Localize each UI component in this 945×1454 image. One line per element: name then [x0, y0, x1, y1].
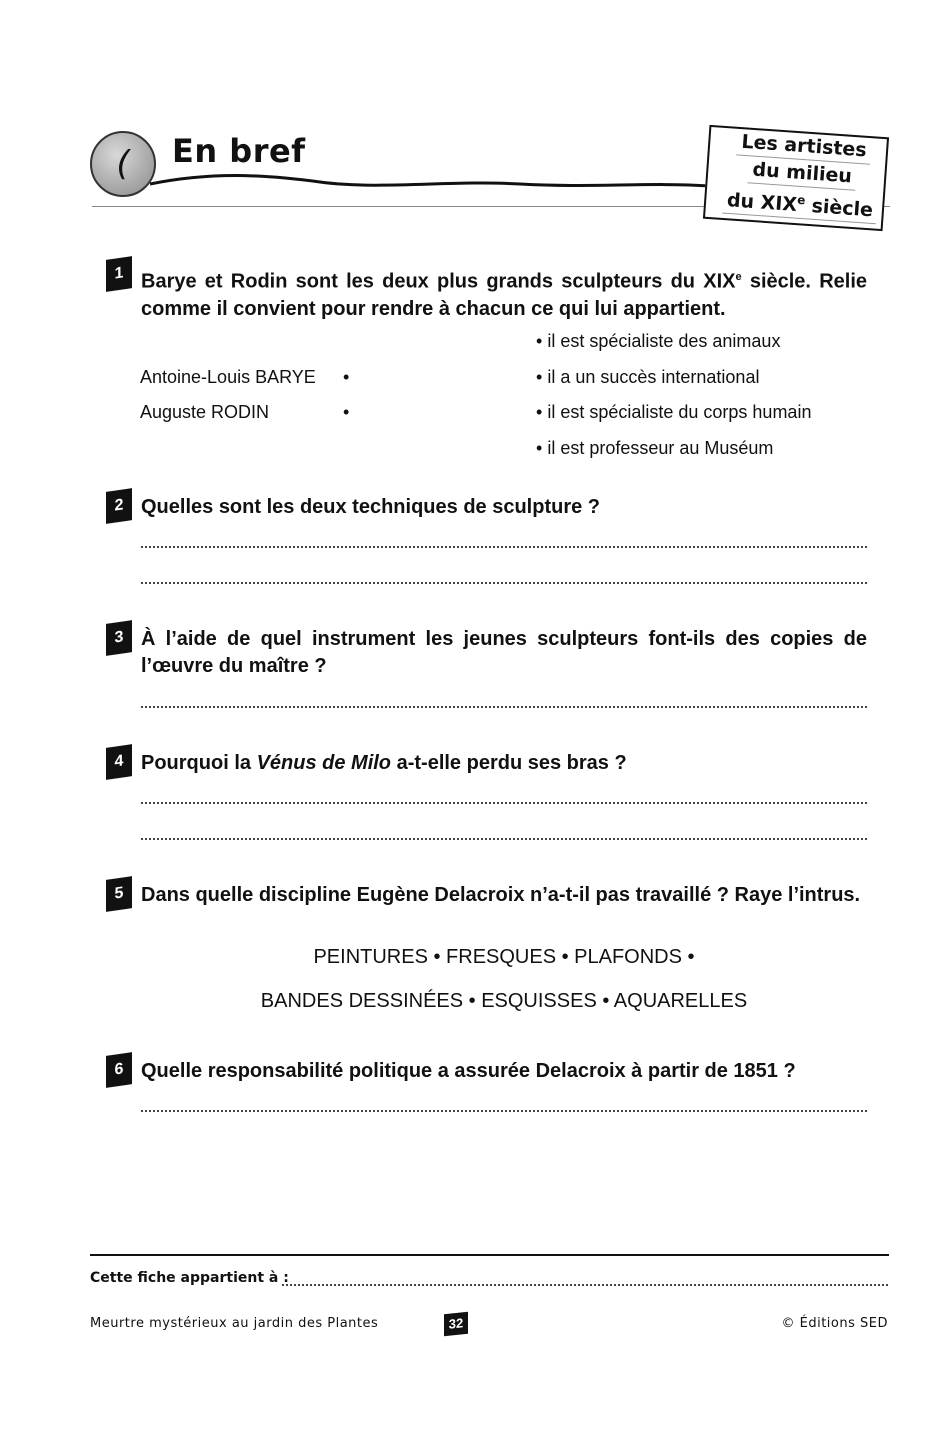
- header-wave-decoration: [150, 168, 730, 198]
- answer-line[interactable]: [141, 706, 867, 708]
- chapter-mark: (: [116, 144, 130, 184]
- answer-line[interactable]: [141, 838, 867, 840]
- question-1-text: Barye et Rodin sont les deux plus grands sculpteurs du XIXe siècle. Relie comme il convient pour rendre à chacun ce qui lui appartient.: [141, 270, 868, 320]
- left-bullet-rodin: •: [343, 402, 350, 422]
- question-4-text: Pourquoi la Vénus de Milo a-t-elle perdu ses bras ?: [141, 752, 627, 774]
- tag-line-2: du milieu: [748, 156, 857, 190]
- answer-line[interactable]: [141, 582, 867, 584]
- left-bullet-barye: •: [343, 367, 350, 387]
- answer-line[interactable]: [141, 1110, 867, 1112]
- discipline-options-line-2[interactable]: BANDES DESSINÉES • ESQUISSES • AQUARELLES: [260, 990, 748, 1012]
- book-title: Meurtre mystérieux au jardin des Plantes: [90, 1316, 379, 1331]
- question-number-5: 5: [106, 876, 132, 912]
- question-number-3: 3: [106, 620, 132, 656]
- right-item-2: • il a un succès international: [536, 367, 760, 387]
- question-2-text: Quelles sont les deux techniques de sculpture ?: [141, 496, 601, 518]
- publisher: © Éditions SED: [781, 1316, 888, 1331]
- answer-line[interactable]: [141, 802, 867, 804]
- left-item-rodin: Auguste RODIN: [140, 402, 270, 422]
- right-item-3: • il est spécialiste du corps humain: [536, 402, 812, 422]
- footer-rule: [90, 1254, 889, 1256]
- question-number-4: 4: [106, 744, 132, 780]
- tag-line-3: du XIXe siècle: [722, 182, 878, 225]
- tag-line-1: Les artistes: [737, 128, 872, 164]
- question-number-6: 6: [106, 1052, 132, 1088]
- owner-name-line[interactable]: [282, 1284, 888, 1286]
- discipline-options-line-1[interactable]: PEINTURES • FRESQUES • PLAFONDS •: [313, 946, 695, 968]
- owner-label: Cette fiche appartient à :: [90, 1270, 289, 1286]
- topic-tag-text: [719, 128, 885, 225]
- question-number-2: 2: [106, 488, 132, 524]
- right-item-1: • il est spécialiste des animaux: [536, 331, 781, 351]
- page-number: 32: [444, 1312, 468, 1337]
- left-item-barye: Antoine-Louis BARYE: [140, 367, 316, 387]
- page-title: En bref: [172, 132, 306, 170]
- question-6-text: Quelle responsabilité politique a assurée Delacroix à partir de 1851 ?: [141, 1060, 796, 1082]
- right-item-4: • il est professeur au Muséum: [536, 438, 774, 458]
- question-3-text: À l’aide de quel instrument les jeunes sculpteurs font-ils des copies de l’œuvre du maître ?: [141, 628, 867, 677]
- question-5-text: Dans quelle discipline Eugène Delacroix n’a-t-il pas travaillé ? Raye l’intrus.: [141, 884, 861, 906]
- answer-line[interactable]: [141, 546, 867, 548]
- question-number-1: 1: [106, 256, 132, 292]
